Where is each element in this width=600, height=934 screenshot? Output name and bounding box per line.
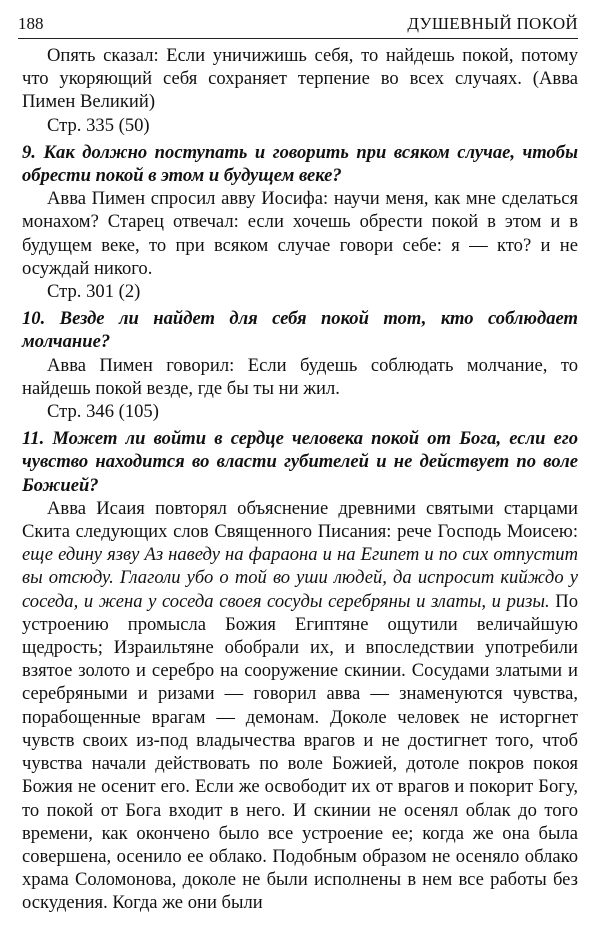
page-header — [18, 14, 578, 36]
paragraph-4-body: По устроению промысла Божия Египтяне ощутили величайшую щедрость; Израильтяне обобрали их, и впоследствии употребили взятое золото и серебро на сооружение скинии. Сосудами златыми и серебряными и ризами — говорил авва — знаменуются чувства, порабощенные врагам — демонам. Доколе человек не исторгнет чувств своих из-под владычества врагов и не достигнет того, чтоб чувства начали действовать по воле Божией, дотоле покров покоя Божия не осенит его. Если же освободит их от врагов и покорит Богу, то покой от Бога входит в него. И скинии не осенял облак до того времени, как окончено было все устроение ее; когда же она была совершена, осенило ее облако. Подобным образом не осеняло облако храма Соломонова, доколе не были исполнены в нем все работы без оскудения. Когда же они были — [22, 590, 578, 914]
question-9: 9. Как должно поступать и говорить при всяком случае, чтобы обрести покой в этом и будущем веке? — [22, 141, 578, 187]
paragraph-2: Авва Пимен спросил авву Иосифа: научи меня, как мне сделаться монахом? Старец отвечал: если хочешь обрести покой в этом и в будущем веке, то при всяком случае говори себе: я — кто? и не осуждай никого. — [22, 188, 578, 279]
source-reference-1: Стр. 335 (50) — [47, 114, 150, 136]
running-title: ДУШЕВНЫЙ ПОКОЙ — [407, 14, 578, 33]
scripture-citation: еще едину язву Аз наведу на фараона и на Египет и по сих отпустит вы отсюду. Глаголи убо о той во уши людей, да испросит кийждо у соседа, и жена у соседа своея сосуды серебряны и златы, и ризы. — [22, 544, 578, 612]
page-body — [22, 44, 578, 915]
header-rule — [18, 38, 578, 39]
paragraph-1: Опять сказал: Если уничижишь себя, то найдешь покой, потому что укоряющий себя сохраняет терпение во всех случаях. (Авва Пимен Великий) — [22, 45, 578, 113]
question-10: 10. Везде ли найдет для себя покой тот, кто соблюдает молчание? — [22, 308, 578, 353]
source-reference-3: Стр. 346 (105) — [47, 401, 159, 423]
paragraph-3: Авва Пимен говорил: Если будешь соблюдать молчание, то найдешь покой везде, где бы ты ни жил. — [22, 354, 578, 399]
source-reference-2: Стр. 301 (2) — [47, 281, 141, 303]
paragraph-4-intro: Авва Исаия повторял объяснение древними святыми старцами Скита следующих слов Священного Писания: рече Господь Моисею: — [22, 497, 578, 543]
page-number: 188 — [18, 14, 44, 33]
paragraph-4 — [22, 497, 578, 915]
question-11: 11. Может ли войти в сердце человека покой от Бога, если его чувство находится во власти губителей и не действует по воле Божией? — [22, 428, 578, 496]
